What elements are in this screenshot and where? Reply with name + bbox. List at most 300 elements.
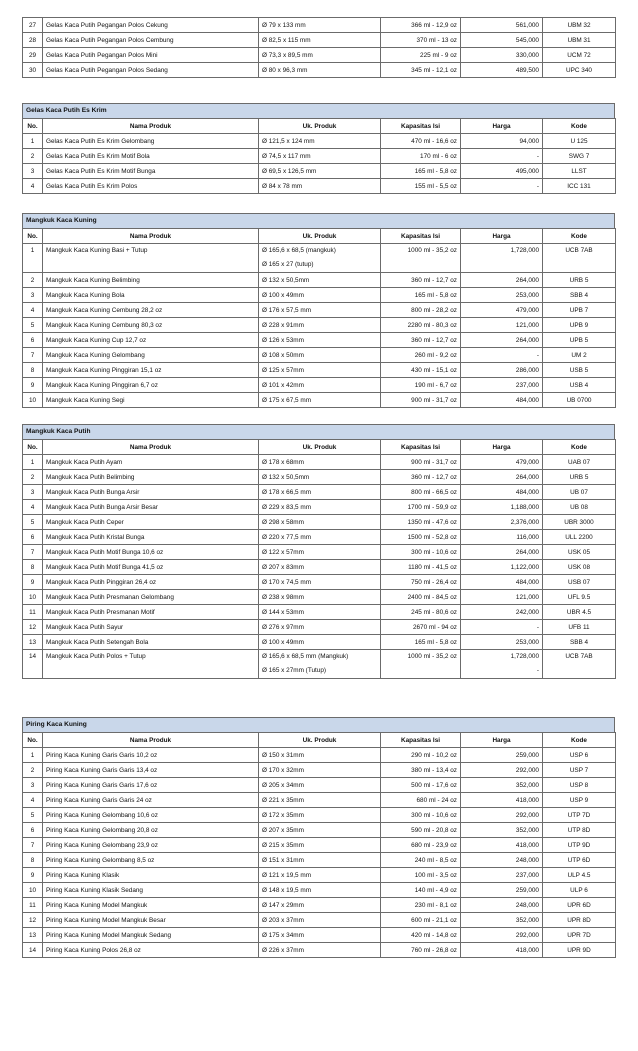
row-no: 14 xyxy=(23,650,43,679)
product-size: Ø 148 x 19,5 mm xyxy=(259,883,381,898)
product-name: Gelas Kaca Putih Pegangan Polos Cekung xyxy=(43,18,259,33)
product-size: Ø 172 x 35mm xyxy=(259,808,381,823)
product-size: Ø 220 x 77,5 mm xyxy=(259,530,381,545)
row-no: 6 xyxy=(23,530,43,545)
row-no: 27 xyxy=(23,18,43,33)
product-price: 2,376,000 xyxy=(461,515,543,530)
product-code: USP 7 xyxy=(543,763,616,778)
product-price: 264,000 xyxy=(461,273,543,288)
header-size: Uk. Produk xyxy=(259,440,381,455)
product-name: Piring Kaca Kuning Polos 26,8 oz xyxy=(43,943,259,958)
row-no: 8 xyxy=(23,853,43,868)
product-name: Mangkuk Kaca Putih Motif Bunga 10,6 oz xyxy=(43,545,259,560)
product-code: UPR 7D xyxy=(543,928,616,943)
product-capacity: 230 ml - 8,1 oz xyxy=(381,898,461,913)
product-size-line: Ø 165 x 27 (tutup) xyxy=(262,261,314,268)
product-price: 495,000 xyxy=(461,164,543,179)
product-price: 248,000 xyxy=(461,898,543,913)
product-name: Gelas Kaca Putih Pegangan Polos Sedang xyxy=(43,63,259,78)
header-code: Kode xyxy=(543,440,616,455)
row-no: 4 xyxy=(23,793,43,808)
product-size: Ø 207 x 83mm xyxy=(259,560,381,575)
table-row xyxy=(23,530,616,545)
product-code: UCB 7AB xyxy=(543,650,616,679)
product-capacity: 1000 ml - 35,2 oz xyxy=(381,650,461,679)
product-code: USB 4 xyxy=(543,378,616,393)
row-no: 6 xyxy=(23,823,43,838)
product-capacity: 590 ml - 20,8 oz xyxy=(381,823,461,838)
product-price: 248,000 xyxy=(461,853,543,868)
product-capacity: 500 ml - 17,6 oz xyxy=(381,778,461,793)
product-code: UCM 72 xyxy=(543,48,616,63)
product-code: UTP 8D xyxy=(543,823,616,838)
product-size: Ø 100 x 49mm xyxy=(259,635,381,650)
table-row xyxy=(23,943,616,958)
product-capacity: 300 ml - 10,6 oz xyxy=(381,545,461,560)
table-row xyxy=(23,913,616,928)
product-size: Ø 79 x 133 mm xyxy=(259,18,381,33)
product-capacity: 380 ml - 13,4 oz xyxy=(381,763,461,778)
table-row xyxy=(23,748,616,763)
product-price: 253,000 xyxy=(461,635,543,650)
table-row xyxy=(23,303,616,318)
header-price: Harga xyxy=(461,733,543,748)
product-capacity: 360 ml - 12,7 oz xyxy=(381,470,461,485)
product-code: UPB 9 xyxy=(543,318,616,333)
product-size: Ø 108 x 50mm xyxy=(259,348,381,363)
product-price: 1,122,000 xyxy=(461,560,543,575)
product-size-line: Ø 165,6 x 68,5 (mangkuk) xyxy=(262,247,336,254)
product-code: ICC 131 xyxy=(543,179,616,194)
product-price: 484,000 xyxy=(461,575,543,590)
header-name: Nama Produk xyxy=(43,440,259,455)
product-name: Gelas Kaca Putih Es Krim Gelombang xyxy=(43,134,259,149)
product-price: 352,000 xyxy=(461,823,543,838)
product-code: UFL 9.5 xyxy=(543,590,616,605)
product-name: Piring Kaca Kuning Gelombang 10,6 oz xyxy=(43,808,259,823)
product-price: 484,000 xyxy=(461,485,543,500)
product-size: Ø 221 x 35mm xyxy=(259,793,381,808)
product-price: 264,000 xyxy=(461,333,543,348)
table-row xyxy=(23,63,616,78)
table-row xyxy=(23,545,616,560)
product-code: UB 08 xyxy=(543,500,616,515)
header-capacity: Kapasitas Isi xyxy=(381,733,461,748)
table-row xyxy=(23,48,616,63)
product-size: Ø 205 x 34mm xyxy=(259,778,381,793)
table-row xyxy=(23,455,616,470)
product-name: Mangkuk Kaca Putih Bunga Arsir Besar xyxy=(43,500,259,515)
product-name: Mangkuk Kaca Putih Presmanan Gelombang xyxy=(43,590,259,605)
product-name: Mangkuk Kaca Kuning Belimbing xyxy=(43,273,259,288)
product-capacity: 1350 ml - 47,6 oz xyxy=(381,515,461,530)
product-capacity: 225 ml - 9 oz xyxy=(381,48,461,63)
product-capacity: 800 ml - 66,5 oz xyxy=(381,485,461,500)
product-size: Ø 215 x 35mm xyxy=(259,838,381,853)
product-size: Ø 238 x 98mm xyxy=(259,590,381,605)
product-name: Mangkuk Kaca Kuning Cembung 28,2 oz xyxy=(43,303,259,318)
table-row xyxy=(23,515,616,530)
header-size: Uk. Produk xyxy=(259,733,381,748)
table-row xyxy=(23,560,616,575)
section-mangkuk-putih xyxy=(22,424,615,679)
product-code: UAB 07 xyxy=(543,455,616,470)
product-size-line: Ø 165 x 27mm (Tutup) xyxy=(262,667,327,674)
product-size: Ø 73,3 x 89,5 mm xyxy=(259,48,381,63)
row-no: 9 xyxy=(23,868,43,883)
product-name: Mangkuk Kaca Kuning Pinggiran 6,7 oz xyxy=(43,378,259,393)
table-row xyxy=(23,164,616,179)
product-name: Mangkuk Kaca Kuning Segi xyxy=(43,393,259,408)
product-size: Ø 101 x 42mm xyxy=(259,378,381,393)
row-no: 7 xyxy=(23,348,43,363)
product-size: Ø 228 x 91mm xyxy=(259,318,381,333)
table-row xyxy=(23,823,616,838)
product-price: 479,000 xyxy=(461,455,543,470)
product-name: Piring Kaca Kuning Klasik xyxy=(43,868,259,883)
product-name: Mangkuk Kaca Putih Ayam xyxy=(43,455,259,470)
header-price: Harga xyxy=(461,229,543,244)
product-code: UB 0700 xyxy=(543,393,616,408)
product-size: Ø 100 x 49mm xyxy=(259,288,381,303)
header-code: Kode xyxy=(543,119,616,134)
table-row xyxy=(23,500,616,515)
product-name: Piring Kaca Kuning Model Mangkuk Sedang xyxy=(43,928,259,943)
product-price: 418,000 xyxy=(461,838,543,853)
product-code: UPB 7 xyxy=(543,303,616,318)
product-code: USP 9 xyxy=(543,793,616,808)
section-title: Gelas Kaca Putih Es Krim xyxy=(22,103,615,118)
product-size: Ø 207 x 35mm xyxy=(259,823,381,838)
table-header-row xyxy=(23,733,616,748)
product-size: Ø 178 x 66,5 mm xyxy=(259,485,381,500)
product-name: Mangkuk Kaca Putih Motif Bunga 41,5 oz xyxy=(43,560,259,575)
row-no: 30 xyxy=(23,63,43,78)
product-capacity: 800 ml - 28,2 oz xyxy=(381,303,461,318)
product-capacity: 345 ml - 12,1 oz xyxy=(381,63,461,78)
header-name: Nama Produk xyxy=(43,229,259,244)
product-name: Gelas Kaca Putih Pegangan Polos Cembung xyxy=(43,33,259,48)
product-code: SBB 4 xyxy=(543,635,616,650)
product-size: Ø 82,5 x 115 mm xyxy=(259,33,381,48)
product-size: Ø 276 x 97mm xyxy=(259,620,381,635)
product-capacity: 680 ml - 23,9 oz xyxy=(381,838,461,853)
product-size xyxy=(259,650,381,679)
header-no: No. xyxy=(23,733,43,748)
product-capacity: 900 ml - 31,7 oz xyxy=(381,393,461,408)
product-code: URB 5 xyxy=(543,273,616,288)
product-code: ULP 4.5 xyxy=(543,868,616,883)
product-price: 1,728,000 xyxy=(461,244,543,273)
product-name: Piring Kaca Kuning Garis Garis 13,4 oz xyxy=(43,763,259,778)
table-row xyxy=(23,273,616,288)
table-row xyxy=(23,650,616,679)
product-name: Mangkuk Kaca Kuning Gelombang xyxy=(43,348,259,363)
row-no: 8 xyxy=(23,560,43,575)
product-price xyxy=(461,650,543,679)
product-price: 484,000 xyxy=(461,393,543,408)
table-row xyxy=(23,928,616,943)
table-row xyxy=(23,318,616,333)
product-code: UBR 3000 xyxy=(543,515,616,530)
row-no: 12 xyxy=(23,620,43,635)
product-name: Gelas Kaca Putih Pegangan Polos Mini xyxy=(43,48,259,63)
table-row xyxy=(23,244,616,273)
product-capacity: 900 ml - 31,7 oz xyxy=(381,455,461,470)
product-code: SWG 7 xyxy=(543,149,616,164)
product-size: Ø 147 x 29mm xyxy=(259,898,381,913)
product-code: UBM 32 xyxy=(543,18,616,33)
header-no: No. xyxy=(23,440,43,455)
table-row xyxy=(23,134,616,149)
product-name: Piring Kaca Kuning Gelombang 20,8 oz xyxy=(43,823,259,838)
product-code: UBR 4.5 xyxy=(543,605,616,620)
product-price: 1,188,000 xyxy=(461,500,543,515)
product-price: 479,000 xyxy=(461,303,543,318)
row-no: 4 xyxy=(23,303,43,318)
product-price: - xyxy=(461,179,543,194)
product-capacity: 2670 ml - 94 oz xyxy=(381,620,461,635)
product-code: USB 5 xyxy=(543,363,616,378)
product-size: Ø 151 x 31mm xyxy=(259,853,381,868)
product-code: UTP 6D xyxy=(543,853,616,868)
product-code: UCB 7AB xyxy=(543,244,616,273)
product-code: UM 2 xyxy=(543,348,616,363)
row-no: 5 xyxy=(23,318,43,333)
product-price: 292,000 xyxy=(461,808,543,823)
row-no: 3 xyxy=(23,164,43,179)
product-code: U 125 xyxy=(543,134,616,149)
product-size: Ø 69,5 x 126,5 mm xyxy=(259,164,381,179)
row-no: 2 xyxy=(23,470,43,485)
section-gelas-es-krim xyxy=(22,103,615,194)
product-code: UB 07 xyxy=(543,485,616,500)
product-size: Ø 132 x 50,5mm xyxy=(259,273,381,288)
product-size: Ø 122 x 57mm xyxy=(259,545,381,560)
header-size: Uk. Produk xyxy=(259,119,381,134)
product-code: UTP 9D xyxy=(543,838,616,853)
table-header-row xyxy=(23,440,616,455)
product-price: 352,000 xyxy=(461,778,543,793)
product-size: Ø 170 x 74,5 mm xyxy=(259,575,381,590)
product-size: Ø 84 x 78 mm xyxy=(259,179,381,194)
table-row xyxy=(23,763,616,778)
product-name: Piring Kaca Kuning Garis Garis 10,2 oz xyxy=(43,748,259,763)
product-price: 116,000 xyxy=(461,530,543,545)
table-row xyxy=(23,635,616,650)
header-code: Kode xyxy=(543,229,616,244)
row-no: 8 xyxy=(23,363,43,378)
product-capacity: 300 ml - 10,6 oz xyxy=(381,808,461,823)
table-row xyxy=(23,575,616,590)
product-capacity: 470 ml - 16,6 oz xyxy=(381,134,461,149)
product-size: Ø 175 x 34mm xyxy=(259,928,381,943)
row-no: 13 xyxy=(23,928,43,943)
product-name: Mangkuk Kaca Putih Sayur xyxy=(43,620,259,635)
product-code: UPB 5 xyxy=(543,333,616,348)
row-no: 28 xyxy=(23,33,43,48)
table-header-row xyxy=(23,119,616,134)
product-capacity: 420 ml - 14,8 oz xyxy=(381,928,461,943)
product-code: USB 07 xyxy=(543,575,616,590)
product-price: 418,000 xyxy=(461,793,543,808)
section-title: Mangkuk Kaca Putih xyxy=(22,424,615,439)
product-name: Mangkuk Kaca Putih Belimbing xyxy=(43,470,259,485)
product-size: Ø 203 x 37mm xyxy=(259,913,381,928)
section-title: Piring Kaca Kuning xyxy=(22,717,615,732)
product-price: 264,000 xyxy=(461,545,543,560)
table-header-row xyxy=(23,229,616,244)
product-capacity: 260 ml - 9,2 oz xyxy=(381,348,461,363)
product-name: Piring Kaca Kuning Model Mangkuk xyxy=(43,898,259,913)
header-capacity: Kapasitas Isi xyxy=(381,229,461,244)
table-row xyxy=(23,778,616,793)
product-code: USP 6 xyxy=(543,748,616,763)
row-no: 2 xyxy=(23,149,43,164)
product-size: Ø 229 x 83,5 mm xyxy=(259,500,381,515)
product-size: Ø 121 x 19,5 mm xyxy=(259,868,381,883)
row-no: 12 xyxy=(23,913,43,928)
product-capacity: 430 ml - 15,1 oz xyxy=(381,363,461,378)
header-capacity: Kapasitas Isi xyxy=(381,119,461,134)
product-price: 545,000 xyxy=(461,33,543,48)
product-table xyxy=(22,439,616,679)
product-capacity: 1000 ml - 35,2 oz xyxy=(381,244,461,273)
table-row xyxy=(23,853,616,868)
row-no: 1 xyxy=(23,134,43,149)
product-size: Ø 175 x 67,5 mm xyxy=(259,393,381,408)
product-size xyxy=(259,244,381,273)
product-name: Mangkuk Kaca Putih Setengah Bola xyxy=(43,635,259,650)
product-price: 121,000 xyxy=(461,318,543,333)
product-price: 253,000 xyxy=(461,288,543,303)
table-row xyxy=(23,33,616,48)
product-name: Mangkuk Kaca Putih Presmanan Motif xyxy=(43,605,259,620)
product-name: Mangkuk Kaca Putih Ceper xyxy=(43,515,259,530)
product-capacity: 1180 ml - 41,5 oz xyxy=(381,560,461,575)
product-name: Piring Kaca Kuning Garis Garis 17,6 oz xyxy=(43,778,259,793)
table-row xyxy=(23,18,616,33)
product-price: 94,000 xyxy=(461,134,543,149)
product-capacity: 170 ml - 6 oz xyxy=(381,149,461,164)
table-row xyxy=(23,363,616,378)
product-table xyxy=(22,118,616,194)
product-capacity: 600 ml - 21,1 oz xyxy=(381,913,461,928)
product-price: 264,000 xyxy=(461,470,543,485)
product-name: Mangkuk Kaca Kuning Pinggiran 15,1 oz xyxy=(43,363,259,378)
product-capacity: 155 ml - 5,5 oz xyxy=(381,179,461,194)
table-row xyxy=(23,898,616,913)
product-price: 237,000 xyxy=(461,868,543,883)
row-no: 5 xyxy=(23,808,43,823)
product-code: USK 05 xyxy=(543,545,616,560)
header-price: Harga xyxy=(461,119,543,134)
product-price-line: - xyxy=(536,667,539,674)
table-row xyxy=(23,378,616,393)
product-capacity: 100 ml - 3,5 oz xyxy=(381,868,461,883)
product-name: Mangkuk Kaca Kuning Bola xyxy=(43,288,259,303)
product-code: UPR 6D xyxy=(543,898,616,913)
product-name: Gelas Kaca Putih Es Krim Polos xyxy=(43,179,259,194)
product-capacity: 360 ml - 12,7 oz xyxy=(381,333,461,348)
table-row xyxy=(23,868,616,883)
product-size: Ø 150 x 31mm xyxy=(259,748,381,763)
product-size-line: Ø 165,6 x 68,5 mm (Mangkuk) xyxy=(262,653,349,660)
product-name: Piring Kaca Kuning Gelombang 8,5 oz xyxy=(43,853,259,868)
product-capacity: 760 ml - 26,8 oz xyxy=(381,943,461,958)
row-no: 3 xyxy=(23,288,43,303)
product-capacity: 240 ml - 8,5 oz xyxy=(381,853,461,868)
product-table xyxy=(22,17,616,78)
product-capacity: 680 ml - 24 oz xyxy=(381,793,461,808)
product-size: Ø 74,5 x 117 mm xyxy=(259,149,381,164)
row-no: 10 xyxy=(23,590,43,605)
row-no: 9 xyxy=(23,575,43,590)
row-no: 1 xyxy=(23,244,43,273)
product-price: 489,500 xyxy=(461,63,543,78)
header-no: No. xyxy=(23,229,43,244)
table-row xyxy=(23,838,616,853)
row-no: 11 xyxy=(23,605,43,620)
table-row xyxy=(23,485,616,500)
header-size: Uk. Produk xyxy=(259,229,381,244)
row-no: 29 xyxy=(23,48,43,63)
product-capacity: 1500 ml - 52,8 oz xyxy=(381,530,461,545)
product-size: Ø 132 x 50,5mm xyxy=(259,470,381,485)
product-price: 286,000 xyxy=(461,363,543,378)
header-capacity: Kapasitas Isi xyxy=(381,440,461,455)
product-name: Piring Kaca Kuning Klasik Sedang xyxy=(43,883,259,898)
product-table xyxy=(22,228,616,408)
product-price-line: 1,728,000 xyxy=(510,653,539,660)
product-name: Mangkuk Kaca Kuning Cembung 80,3 oz xyxy=(43,318,259,333)
product-name: Piring Kaca Kuning Model Mangkuk Besar xyxy=(43,913,259,928)
row-no: 1 xyxy=(23,455,43,470)
product-code: USP 8 xyxy=(543,778,616,793)
row-no: 4 xyxy=(23,179,43,194)
product-size: Ø 144 x 53mm xyxy=(259,605,381,620)
table-row xyxy=(23,793,616,808)
product-capacity: 2280 ml - 80,3 oz xyxy=(381,318,461,333)
product-capacity: 750 ml - 26,4 oz xyxy=(381,575,461,590)
row-no: 7 xyxy=(23,545,43,560)
table-row xyxy=(23,808,616,823)
product-capacity: 1700 ml - 59,9 oz xyxy=(381,500,461,515)
product-code: UPR 9D xyxy=(543,943,616,958)
product-code: URB 5 xyxy=(543,470,616,485)
table-row xyxy=(23,620,616,635)
header-price: Harga xyxy=(461,440,543,455)
product-code: ULP 6 xyxy=(543,883,616,898)
product-capacity: 190 ml - 6,7 oz xyxy=(381,378,461,393)
product-capacity: 290 ml - 10,2 oz xyxy=(381,748,461,763)
product-size: Ø 80 x 96,3 mm xyxy=(259,63,381,78)
product-price: 292,000 xyxy=(461,928,543,943)
product-price: 352,000 xyxy=(461,913,543,928)
row-no: 13 xyxy=(23,635,43,650)
product-price: 259,000 xyxy=(461,883,543,898)
row-no: 11 xyxy=(23,898,43,913)
table-row xyxy=(23,883,616,898)
product-name: Gelas Kaca Putih Es Krim Motif Bunga xyxy=(43,164,259,179)
product-name: Gelas Kaca Putih Es Krim Motif Bola xyxy=(43,149,259,164)
product-name: Piring Kaca Kuning Garis Garis 24 oz xyxy=(43,793,259,808)
row-no: 10 xyxy=(23,393,43,408)
product-code: USK 08 xyxy=(543,560,616,575)
row-no: 14 xyxy=(23,943,43,958)
header-code: Kode xyxy=(543,733,616,748)
header-no: No. xyxy=(23,119,43,134)
